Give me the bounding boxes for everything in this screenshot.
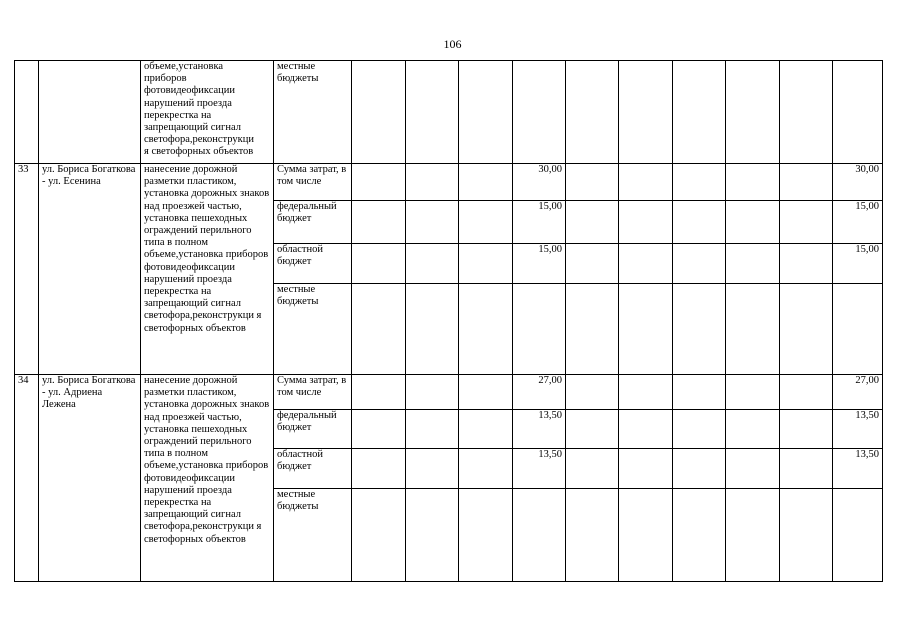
- cell-total: 13,50: [833, 449, 883, 489]
- measure-line: фотовидеофиксации: [144, 85, 236, 97]
- cell-no: [15, 61, 39, 164]
- measure-line: перекрестка на: [144, 109, 212, 121]
- table-row: [15, 375, 883, 410]
- cell-total: 13,50: [833, 410, 883, 449]
- cell-total: [833, 489, 883, 582]
- measure-line: объеме,установка: [144, 61, 224, 72]
- cell-value: [513, 489, 566, 582]
- cell-measure: нанесение дорожной разметки пластиком, установка дорожных знаков над проезжей частью, установка пешеходных ограждений перильного типа в полном объеме,установка приборов фотовидеофиксации нарушений проезда перекрестка на запрещающий сигнал светофора,реконструкци я светофорных объектов: [141, 375, 274, 582]
- cell-source: местные бюджеты: [274, 284, 352, 375]
- cell-value: 13,50: [513, 410, 566, 449]
- cell-source: областной бюджет: [274, 449, 352, 489]
- cell-source: федеральный бюджет: [274, 410, 352, 449]
- table-row: [15, 61, 883, 164]
- table-row: [15, 164, 883, 201]
- cell-total: 30,00: [833, 164, 883, 201]
- cell-measure: нанесение дорожной разметки пластиком, установка дорожных знаков над проезжей частью, установка пешеходных ограждений перильного типа в полном объеме,установка приборов фотовидеофиксации нарушений проезда перекрестка на запрещающий сигнал светофора,реконструкци я светофорных объектов: [141, 164, 274, 375]
- cell-object: ул. Бориса Богаткова - ул. Есенина: [39, 164, 141, 375]
- measure-line: приборов: [144, 73, 187, 85]
- cell-object: [39, 61, 141, 164]
- cell-value: 15,00: [513, 201, 566, 244]
- cell-source: местные бюджеты: [274, 61, 352, 164]
- cell-total: 15,00: [833, 244, 883, 284]
- page-number: 106: [443, 37, 462, 51]
- cell-source: федеральный бюджет: [274, 201, 352, 244]
- cell-no: 34: [15, 375, 39, 582]
- measure-line: нарушений проезда: [144, 97, 232, 109]
- cell-value: [513, 284, 566, 375]
- cell-value: 15,00: [513, 244, 566, 284]
- cell-total: 15,00: [833, 201, 883, 244]
- measure-line: светофора,реконструкци: [144, 134, 254, 146]
- measure-line: я светофорных объектов: [144, 146, 254, 158]
- cell-source: Сумма затрат, в том числе: [274, 375, 352, 410]
- measure-line: запрещающий сигнал: [144, 122, 241, 134]
- cell-measure: [141, 61, 274, 164]
- cell-no: 33: [15, 164, 39, 375]
- cell-source: областной бюджет: [274, 244, 352, 284]
- cell-value: 13,50: [513, 449, 566, 489]
- cell-source: Сумма затрат, в том числе: [274, 164, 352, 201]
- cell-value: 30,00: [513, 164, 566, 201]
- cell-total: 27,00: [833, 375, 883, 410]
- cell-total: [833, 284, 883, 375]
- cell-source: местные бюджеты: [274, 489, 352, 582]
- cell-object: ул. Бориса Богаткова - ул. Адриена Лежена: [39, 375, 141, 582]
- cell-value: 27,00: [513, 375, 566, 410]
- budget-table: [14, 60, 883, 582]
